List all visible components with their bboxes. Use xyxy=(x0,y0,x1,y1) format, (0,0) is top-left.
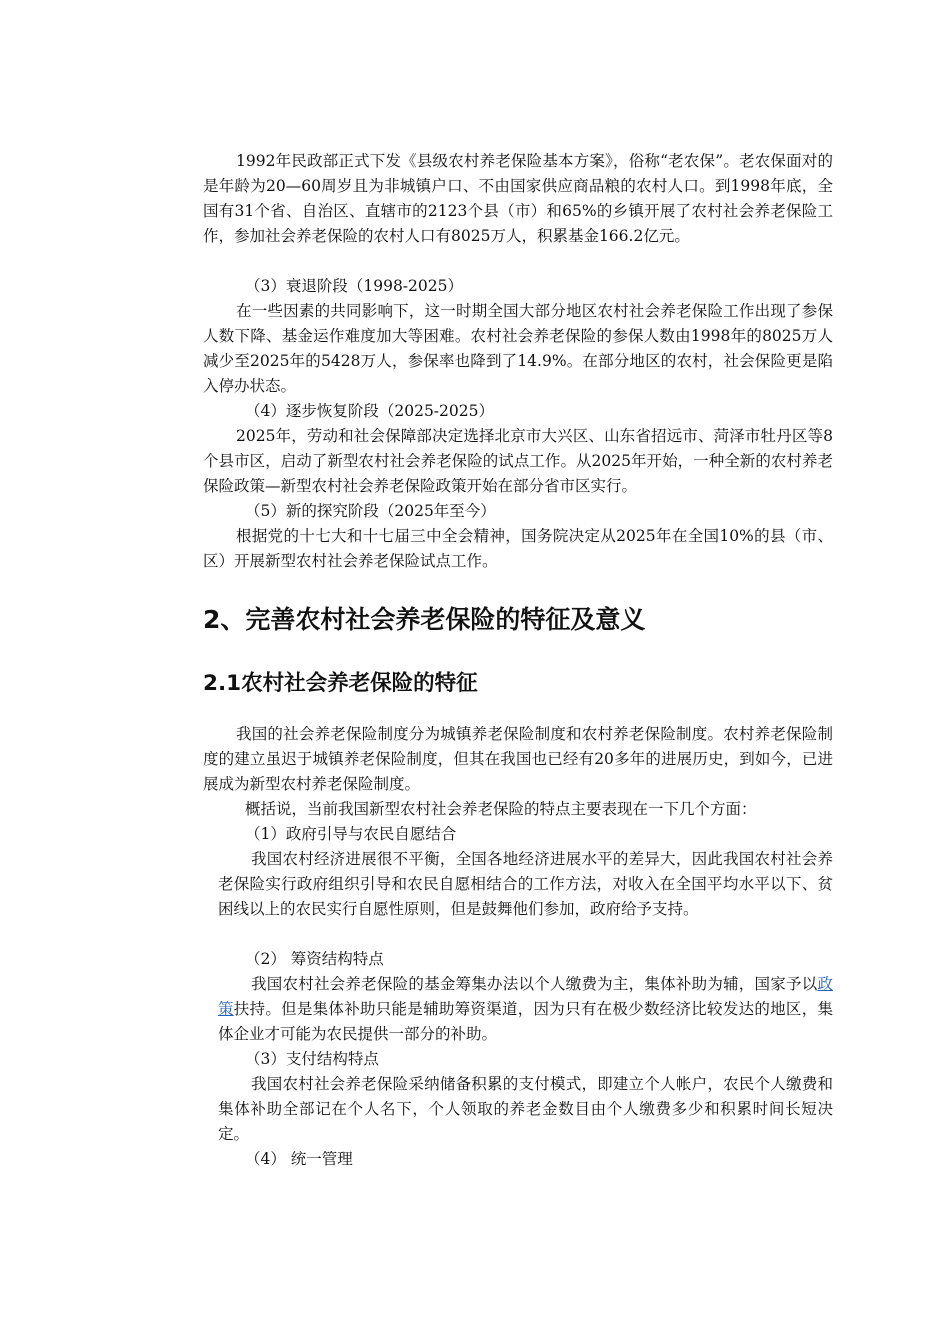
section-heading-2-1: 2.1农村社会养老保险的特征 xyxy=(203,671,478,696)
paragraph-recovery-stage: 2025年，劳动和社会保障部决定选择北京市大兴区、山东省招远市、菏泽市牡丹区等8个县市区，启动了新型农村社会养老保险的试点工作。从2025年开始，一种全新的农村养老保险政策—新型农村社会养老保险政策开始在部分省市区实行。 xyxy=(203,427,833,495)
stage-4-title: （4）逐步恢复阶段（2025-2025） xyxy=(245,402,494,420)
feature-2-text-b: 扶持。但是集体补助只能是辅助筹资渠道，因为只有在极少数经济比较发达的地区，集体企业才可能为农民提供一部分的补助。 xyxy=(218,1000,833,1043)
paragraph-summary-intro: 概括说，当前我国新型农村社会养老保险的特点主要表现在一下几个方面： xyxy=(245,800,757,818)
feature-4-title: （4） 统一管理 xyxy=(245,1150,353,1168)
feature-2-text-a: 我国农村社会养老保险的基金筹集办法以个人缴费为主，集体补助为辅，国家予以 xyxy=(251,975,818,993)
feature-1-title: （1）政府引导与农民自愿结合 xyxy=(245,825,457,843)
paragraph-system-overview: 我国的社会养老保险制度分为城镇养老保险制度和农村养老保险制度。农村养老保险制度的建立虽迟于城镇养老保险制度，但其在我国也已经有20多年的进展历史，到如今，已进展成为新型农村养老保险制度。 xyxy=(203,725,833,793)
feature-3-text: 我国农村社会养老保险采纳储备积累的支付模式，即建立个人帐户，农民个人缴费和集体补助全部记在个人名下，个人领取的养老金数目由个人缴费多少和积累时间长短决定。 xyxy=(218,1075,833,1143)
paragraph-exploration-stage: 根据党的十七大和十七届三中全会精神，国务院决定从2025年在全国10%的县（市、区）开展新型农村社会养老保险试点工作。 xyxy=(203,527,833,570)
policy-link[interactable]: 政策 xyxy=(218,975,833,1018)
feature-1-text: 我国农村经济进展很不平衡，全国各地经济进展水平的差异大，因此我国农村社会养老保险实行政府组织引导和农民自愿相结合的工作方法，对收入在全国平均水平以下、贫困线以上的农民实行自愿性原则，但是鼓舞他们参加，政府给予支持。 xyxy=(218,850,833,918)
feature-2-title: （2） 筹资结构特点 xyxy=(245,950,384,968)
paragraph-old-rural-insurance: 1992年民政部正式下发《县级农村养老保险基本方案》，俗称“老农保”。老农保面对的是年龄为20—60周岁且为非城镇户口、不由国家供应商品粮的农村人口。到1998年底，全国有31个省、自治区、直辖市的2123个县（市）和65%的乡镇开展了农村社会养老保险工作，参加社会养老保险的农村人口有8025万人，积累基金166.2亿元。 xyxy=(203,152,833,245)
feature-2-text xyxy=(218,972,833,1047)
section-heading-2: 2、完善农村社会养老保险的特征及意义 xyxy=(203,605,646,634)
paragraph-decline-stage: 在一些因素的共同影响下，这一时期全国大部分地区农村社会养老保险工作出现了参保人数下降、基金运作难度加大等困难。农村社会养老保险的参保人数由1998年的8025万人减少至2025年的5428万人，参保率也降到了14.9%。在部分地区的农村，社会保险更是陷入停办状态。 xyxy=(203,302,833,395)
stage-5-title: （5）新的探究阶段（2025年至今） xyxy=(245,502,496,520)
stage-3-title: （3）衰退阶段（1998-2025） xyxy=(245,277,463,295)
feature-3-title: （3）支付结构特点 xyxy=(245,1050,379,1068)
